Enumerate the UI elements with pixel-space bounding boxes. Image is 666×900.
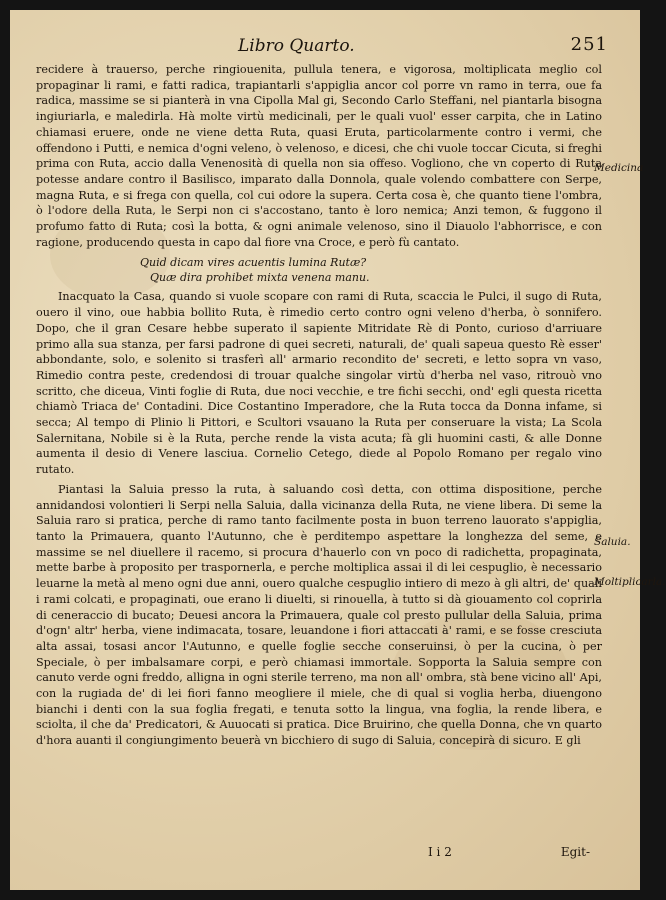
margin-note-moltiplicarla: Moltiplicarla.: [594, 576, 666, 588]
verse-line-1: Quid dicam vires acuentis lumina Rutæ?: [140, 256, 367, 270]
paragraph-ruta: recidere à trauerso, perche ringiouenita, pullula tenera, e vigorosa, moltiplicata meglio col propaginar li rami, e fatti radica, trapiantarli s'appiglia ancor col porre vn ramo in terra, oue fa radica, massime se si pianterà in vna Cipolla Mal gi, Secondo Carlo Steffani, nel piantarla bisogna ingiuriarla, e maledirla. Hà molte virtù medicinali, per le quali vuol' esser carpita, che in Latino chiamasi eruere, onde ne viene detta Ruta, quasi Eruta, particolarmente contro i vermi, che offendono i Putti, e nemica d'ogni veleno, ò velenoso, e dicesi, che chi vuole toccar Cicuta, si freghi prima con Ruta, accio dalla Venenosità di quella non sia offeso. Vogliono, che vn coperto di Ruta potesse andare contro il Basilisco, imparato dalla Donnola, quale volendo combattere con Serpe, magna Ruta, e si frega con quella, col cui odore la supera. Certa cosa è, che quanto tiene l'ombra, ò l'odore della Ruta, le Serpi non ci s'accostano, tanto è loro nemica; Anzi temon, & fuggono il profumo fatto di Ruta; così la botta, & ogni animale velenoso, sino il Diauolo l'abhorrisce, e con ragione, producendo questa in capo dal fiore vna Croce, e però fù cantato.: [36, 63, 602, 249]
running-title: Libro Quarto.: [238, 36, 355, 56]
page-header: [10, 32, 640, 60]
page-footer: [10, 845, 640, 865]
paragraph-ruta-remedies: Inacquato la Casa, quando si vuole scopare con rami di Ruta, scaccia le Pulci, il sugo di Ruta, ouero il vino, oue habbia bollito Ruta, è rimedio certo contro ogni veleno d'herba, ò sonnifero. Dopo, che il gran Cesare hebbe superato il sapiente Mitridate Rè di Ponto, curioso d'arriuare primo alla sua stanza, per farsi padrone di quei secreti, naturali, de' quali sapeua questo Rè esser' abbondante, solo, e solenito si trasferì all' armario recondito de' secreti, e letto sopra vn vaso, Rimedio contra peste, credendosi di trouar qualche singolar virtù d'herba nel vaso, ritrouò vno scritto, che diceua, Vinti foglie di Ruta, due noci vecchie, e tre fichi secchi, ond' egli questa ricetta chiamò Triaca de' Contadini. Dice Costantino Imperadore, che la Ruta tocca da Donna infame, si secca; Al tempo di Plinio li Pittori, e Scultori vsauano la Ruta per conseruare la vista; La Scola Salernitana, Nobile si è la Ruta, perche rende la vista acuta; fà gli huomini casti, & alle Donne aumenta il desio di Venere lasciua. Cornelio Cetego, diede al Popolo Romano per regalo vino rutato.: [36, 290, 602, 477]
latin-verse: [36, 255, 602, 285]
page-number: 251: [570, 34, 608, 55]
book-page: [10, 10, 666, 890]
margin-note-saluia: Saluia.: [594, 536, 631, 548]
body-text: [36, 62, 602, 749]
verse-line-2: Quæ dira prohibet mixta venena manu.: [150, 271, 370, 285]
catchword: Egit-: [560, 845, 590, 859]
paragraph-saluia: Piantasi la Saluia presso la ruta, à saluando così detta, con ottima dispositione, perche annidandosi volontieri li Serpi nella Saluia, dalla vicinanza della Ruta, ne viene libera. Di seme la Saluia raro si pratica, perche di ramo tanto facilmente posta in buon terreno lauorato s'appiglia, tanto la Primauera, quanto l'Autunno, che è perditempo aspettare la longhezza del seme, e massime se nel diuellere il racemo, si procura d'hauerlo con vn poco di radichetta, propaginata, mette barbe à proposito per traspornerla, e perche moltiplica assai il di lei cespuglio, è necessario leuarne la metà al meno ogni due anni, ouero qualche cespuglio intiero di mezo à gli altri, de' quali i rami colcati, e propaginati, oue erano li diuelti, si rinouella, à tutto si dà giouamento col coprirla di ceneraccio di bucato; Deuesi ancora la Primauera, quale col presto pullular della Saluia, prima d'ogn' altr' herba, viene indimacata, tosare, leuandone i fiori attaccati à' rami, e se fosse cresciuta alta assai, tosasi ancor l'Autunno, e quelle foglie secche conseruinsi, ò per la cucina, ò per Speciale, ò per imbalsamare corpi, e però chiamasi immortale. Sopporta la Saluia sempre con canuto verde ogni freddo, alligna in ogni sterile terreno, ma non all' ombra, stà bene vicino all' Api, con la rugiada de' di lei fiori fanno meogliere il miele, che di qual si voglia herba, diuengono bianchi i denti con la sua foglia fregati, e tenuta sotto la lingua, vna foglia, la rende libera, e sciolta, il che da' Predicatori, & Auuocati si pratica. Dice Bruirino, che quella Donna, che vn quarto d'hora auanti il congiungimento beuerà vn bicchiero di sugo di Saluia, concepirà di sicuro. E gli: [36, 482, 602, 748]
margin-note-medicina: Medicina: [594, 162, 644, 174]
signature-mark: I i 2: [428, 845, 452, 859]
